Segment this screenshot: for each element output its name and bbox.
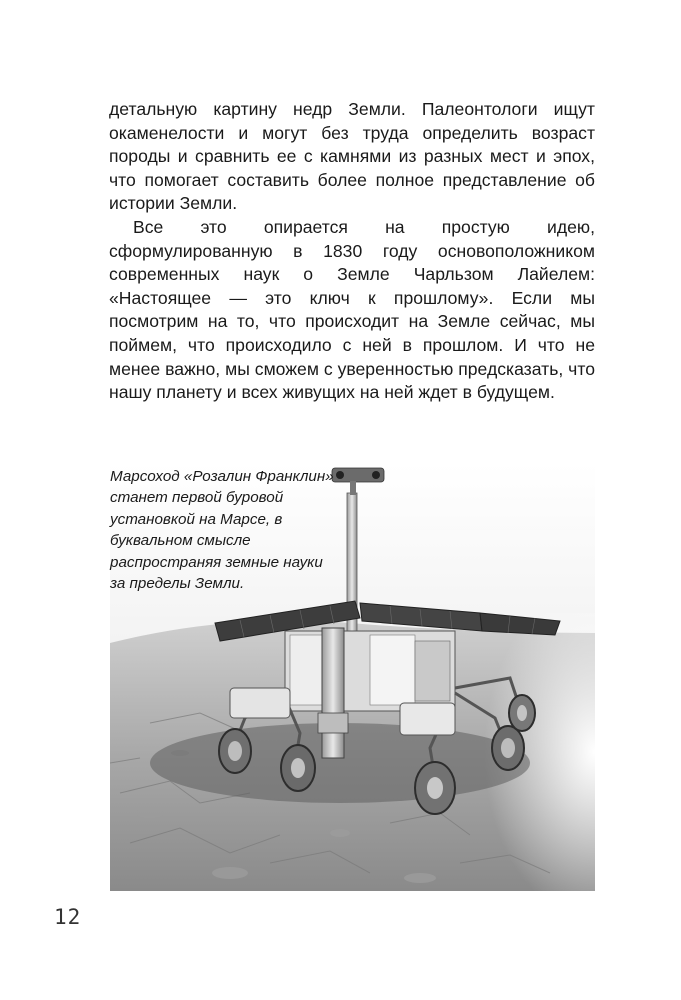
paragraph: детальную картину недр Земли. Палеонтологи ищут окаменелости и могут без труда определить возраст породы и сравнить ее с камнями из разных мест и эпох, что помогает составить более полное представление об истории Земли. [109,99,595,214]
figure-caption: Марсоход «Розалин Франклин» станет первой буровой установкой на Марсе, в буквальном смысле распространяя земные науки за пределы Земли. [110,468,334,593]
page-number: 12 [54,905,82,929]
body-text [109,98,595,405]
paragraph: Все это опирается на простую идею, сформулированную в 1830 году основоположником современных наук о Земле Чарльзом Лайелем: «Настоящее — это ключ к прошлому». Если мы посмотрим на то, что происходит на Земле сейчас, мы поймем, что происходило с ней в прошлом. И что не менее важно, мы сможем с уверенностью предсказать, что нашу планету и всех живущих на ней ждет в будущем. [109,216,595,403]
